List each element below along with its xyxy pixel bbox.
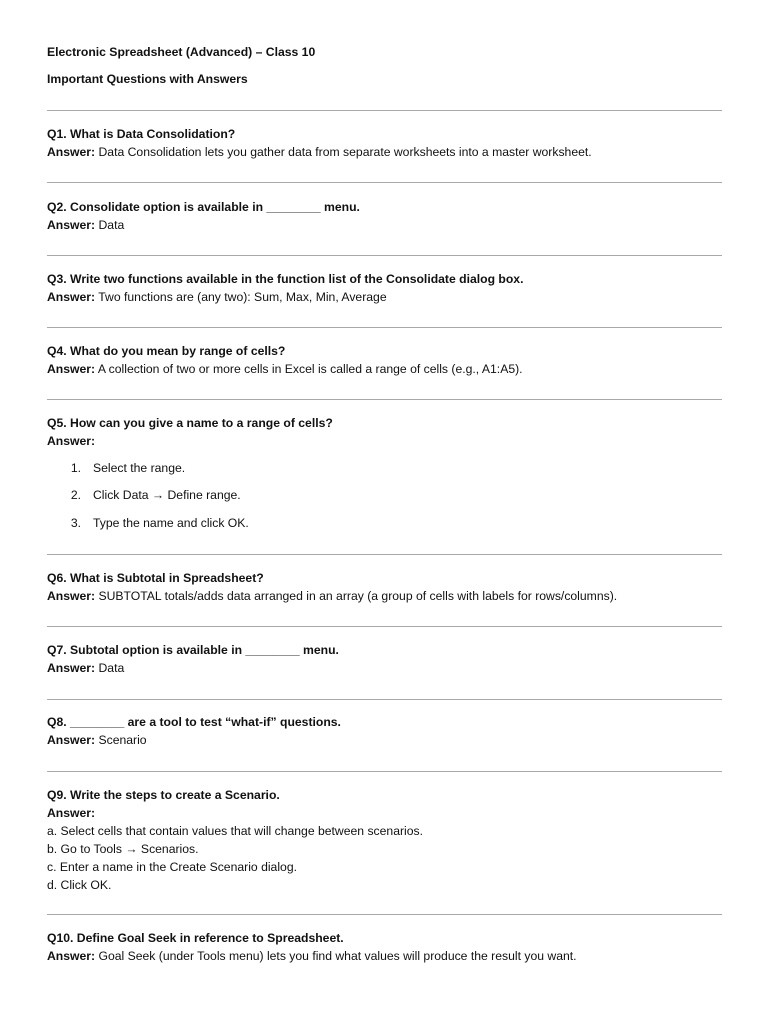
qa-item-2 [47,198,722,234]
qa-item-10 [47,929,722,965]
question-9: Q9. Write the steps to create a Scenario. [47,788,280,802]
qa-item-7 [47,641,722,677]
qa-item-8 [47,713,722,749]
document-subtitle: Important Questions with Answers [47,72,248,86]
answer-label: Answer: [47,589,96,603]
qa-item-5 [47,414,722,450]
divider [47,255,722,256]
answer-10 [47,947,722,965]
list-number: 1. [70,461,81,475]
answer-text: A collection of two or more cells in Excel is called a range of cells (e.g., A1:A5). [97,362,523,376]
divider [47,182,722,183]
list-item [47,486,241,504]
document-title: Electronic Spreadsheet (Advanced) – Class 10 [47,45,316,59]
qa-item-3 [47,270,722,306]
answer-text: Data [98,661,125,675]
question-10: Q10. Define Goal Seek in reference to Spreadsheet. [47,931,344,945]
answer-text: Two functions are (any two): Sum, Max, Min, Average [98,290,387,304]
answer-text: Scenario [98,733,147,747]
qa-item-4 [47,342,722,378]
question-2: Q2. Consolidate option is available in ________ menu. [47,200,360,214]
list-number: 2. [70,488,81,502]
divider [47,699,722,700]
question-5: Q5. How can you give a name to a range of cells? [47,416,333,430]
question-4: Q4. What do you mean by range of cells? [47,344,286,358]
answer-label: Answer: [47,290,96,304]
step-item: b. Go to Tools → Scenarios. [47,842,199,856]
question-6: Q6. What is Subtotal in Spreadsheet? [47,571,264,585]
answer-text: Data [98,218,125,232]
answer-label: Answer: [47,434,96,448]
divider [47,554,722,555]
answer-1 [47,143,722,161]
step-item: c. Enter a name in the Create Scenario dialog. [47,860,297,874]
question-1: Q1. What is Data Consolidation? [47,127,236,141]
answer-7 [47,659,722,677]
answer-text: Data Consolidation lets you gather data from separate worksheets into a master worksheet. [98,145,592,159]
answer-2 [47,216,722,234]
answer-label: Answer: [47,661,96,675]
list-text: Type the name and click OK. [93,516,249,530]
answer-8 [47,731,722,749]
list-item [47,514,249,532]
answer-6 [47,587,722,605]
qa-item-9 [47,786,722,894]
list-number: 3. [70,516,81,530]
answer-9 [47,804,722,822]
answer-label: Answer: [47,949,96,963]
qa-item-1 [47,125,722,161]
divider [47,914,722,915]
answer-text: Goal Seek (under Tools menu) lets you find what values will produce the result you want. [98,949,577,963]
answer-label: Answer: [47,362,96,376]
list-text: Click Data → Define range. [93,488,241,502]
question-7: Q7. Subtotal option is available in ________ menu. [47,643,339,657]
divider [47,626,722,627]
answer-text: SUBTOTAL totals/adds data arranged in an array (a group of cells with labels for rows/columns). [98,589,618,603]
question-8: Q8. ________ are a tool to test “what-if” questions. [47,715,341,729]
qa-item-6 [47,569,722,605]
list-text: Select the range. [93,461,186,475]
divider [47,399,722,400]
answer-label: Answer: [47,218,96,232]
list-item [47,459,185,477]
question-3: Q3. Write two functions available in the function list of the Consolidate dialog box. [47,272,524,286]
answer-4 [47,360,722,378]
answer-3 [47,288,722,306]
divider [47,327,722,328]
step-item: d. Click OK. [47,878,112,892]
answer-label: Answer: [47,145,96,159]
step-item: a. Select cells that contain values that will change between scenarios. [47,824,423,838]
answer-label: Answer: [47,733,96,747]
answer-5 [47,432,722,450]
answer-label: Answer: [47,806,96,820]
divider [47,110,722,111]
divider [47,771,722,772]
